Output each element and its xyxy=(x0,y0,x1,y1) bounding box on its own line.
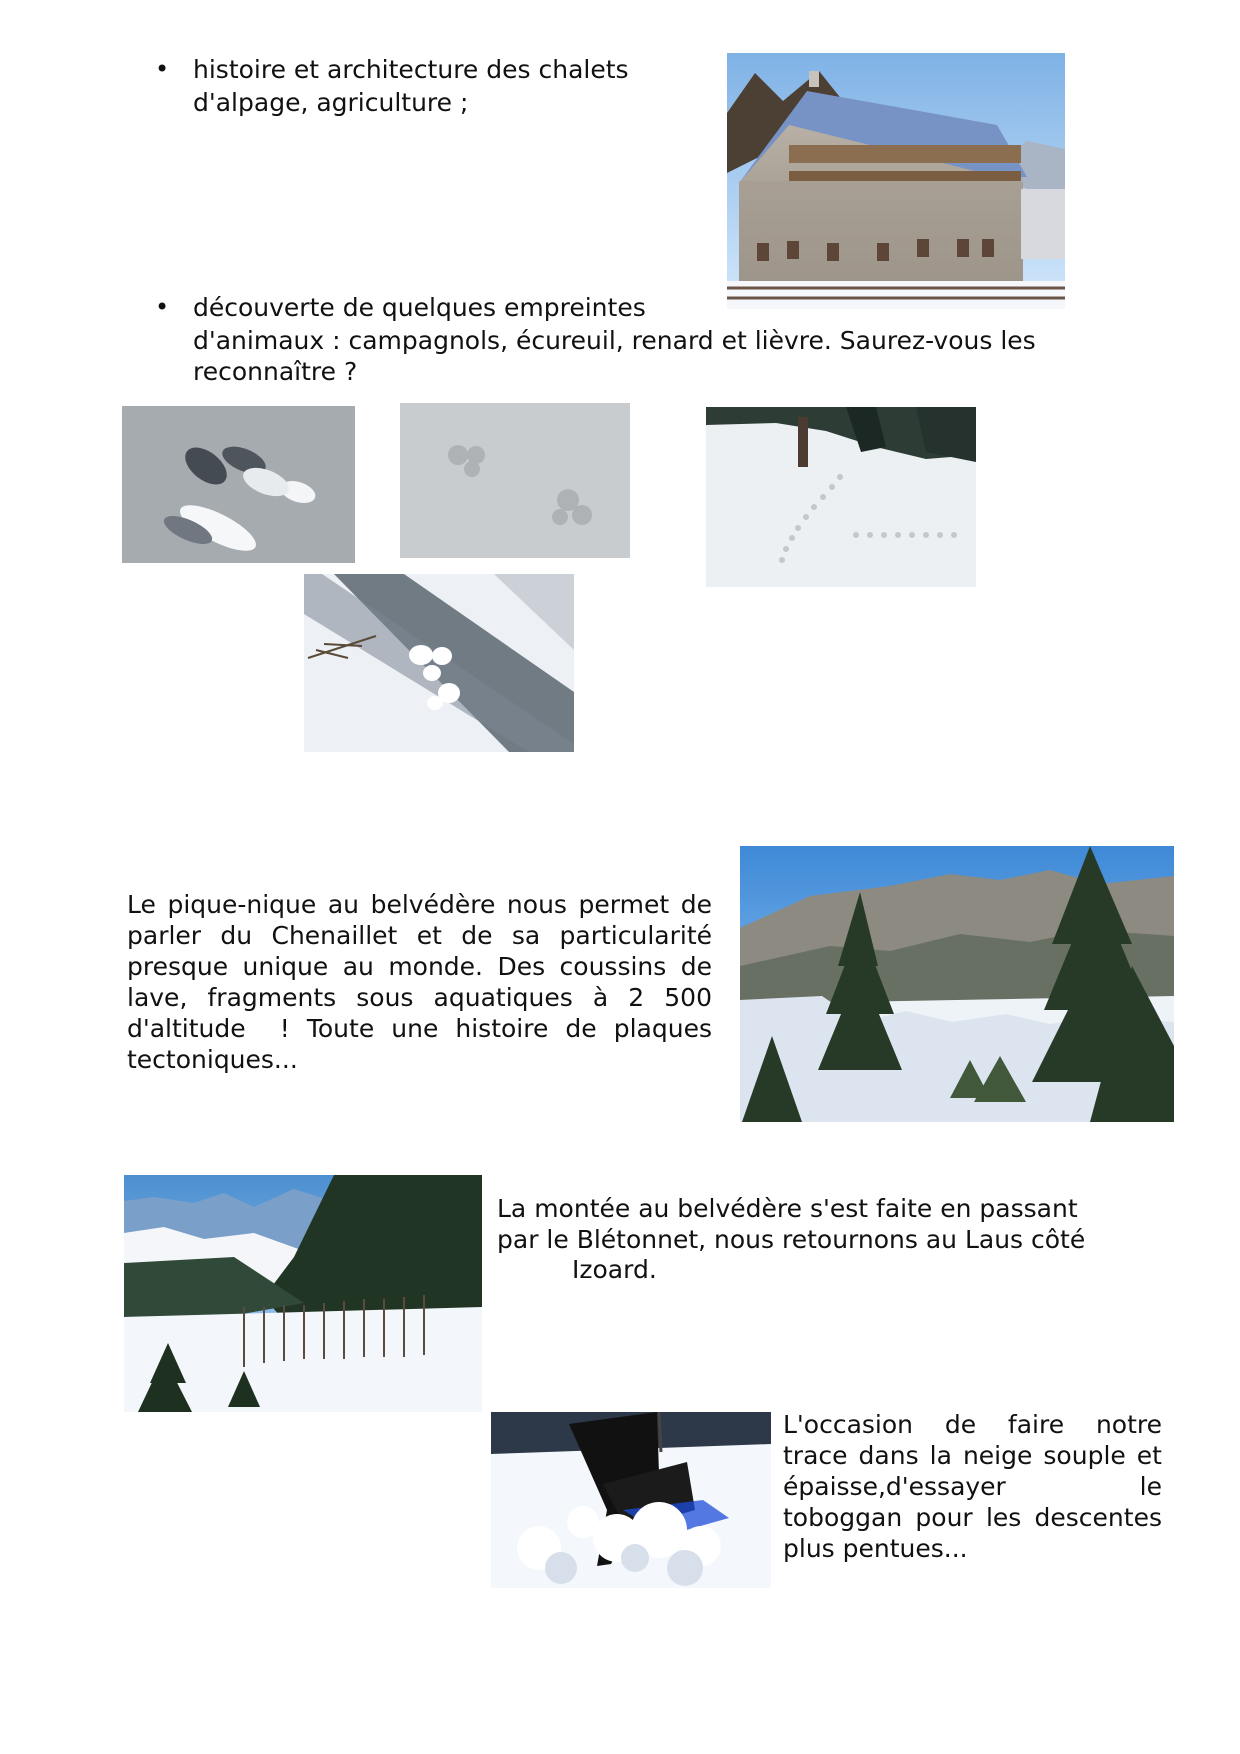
bullet-symbol-1: • xyxy=(155,55,170,83)
bullet-1-line-2: d'alpage, agriculture ; xyxy=(193,88,469,117)
forest-photo xyxy=(124,1175,482,1412)
bullet-symbol-2: • xyxy=(155,293,170,321)
footprint-photo-1 xyxy=(122,406,355,563)
valley-photo xyxy=(740,846,1174,1122)
occasion-paragraph: L'occasion de faire notre trace dans la neige souple et épaisse,d'essayer le toboggan pour les descentes plus pentues... xyxy=(783,1410,1170,1563)
footprint-photo-2 xyxy=(400,403,630,558)
bullet-1-line-1: histoire et architecture des chalets xyxy=(193,55,629,84)
snowshoe-photo xyxy=(491,1412,771,1588)
footprint-photo-4 xyxy=(304,574,574,752)
footprint-photo-3 xyxy=(706,407,976,587)
ascent-line-2: par le Blétonnet, nous retournons au Laus côté xyxy=(497,1225,1086,1254)
bullet-2-line-2: d'animaux : campagnols, écureuil, renard et lièvre. Saurez-vous les xyxy=(193,326,1036,355)
picnic-paragraph: Le pique-nique au belvédère nous permet de parler du Chenaillet et de sa particularité presque unique au monde. Des coussins de lave, fragments sous aquatiques à 2 500 d'altitude ! Toute une histoire de plaques tectoniques... xyxy=(127,890,720,1074)
bullet-2-line-1: découverte de quelques empreintes xyxy=(193,293,646,322)
ascent-line-1: La montée au belvédère s'est faite en passant xyxy=(497,1194,1078,1223)
ascent-line-3: Izoard. xyxy=(572,1255,657,1284)
chalet-photo xyxy=(727,53,1065,309)
bullet-2-line-3: reconnaître ? xyxy=(193,357,358,386)
